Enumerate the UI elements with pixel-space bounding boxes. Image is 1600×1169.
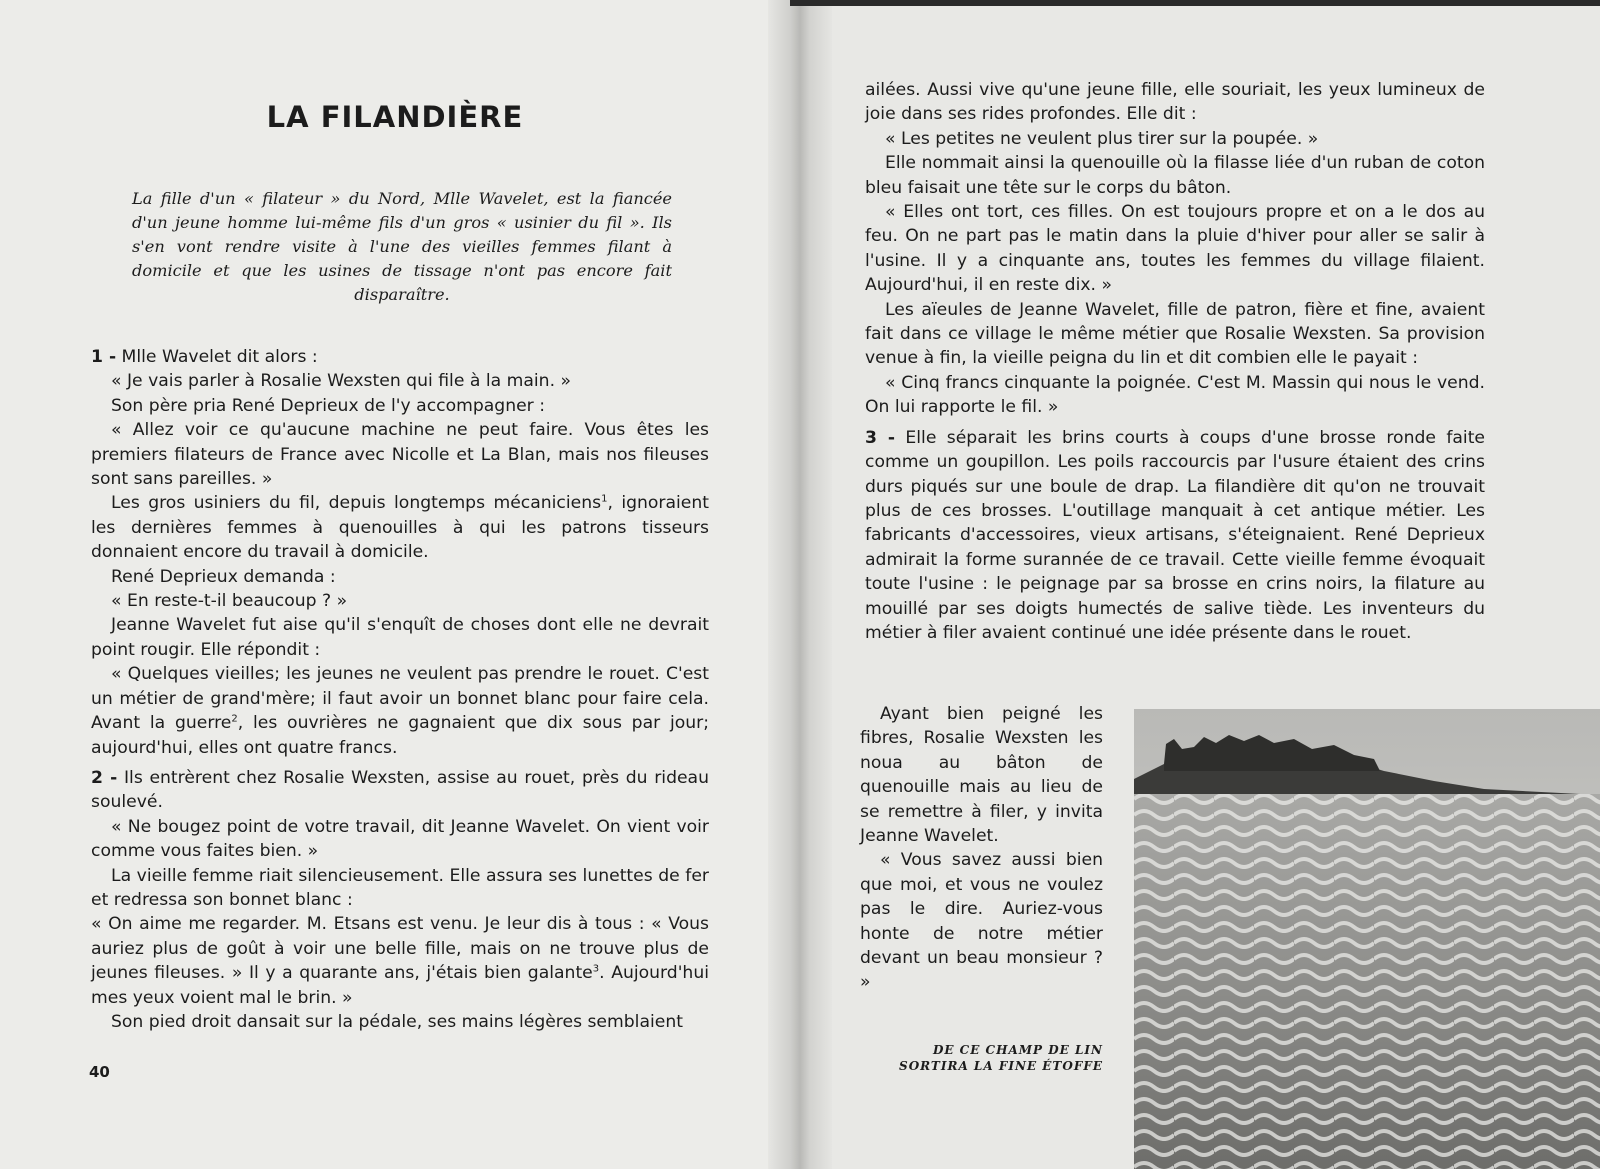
- section-number-2: 2 -: [91, 767, 118, 788]
- paragraph: « Je vais parler à Rosalie Wexsten qui file à la main. »: [111, 371, 572, 392]
- paragraph-text: Les gros usiniers du fil, depuis longtemps mécaniciens: [111, 493, 602, 514]
- paragraph: « En reste-t-il beaucoup ? »: [111, 591, 348, 612]
- paragraph: « Elles ont tort, ces filles. On est toujours propre et on a le dos au feu. On ne part pas le matin dans la pluie d'hiver pour aller se salir à l'usine. Il y a cinquante ans, toutes les femmes du village filaient. Aujourd'hui, il en reste dix. »: [865, 202, 1485, 296]
- left-column-text: [91, 345, 709, 1034]
- section-2-opening: Ils entrèrent chez Rosalie Wexsten, assise au rouet, près du rideau soulevé.: [91, 767, 709, 813]
- paragraph: Les aïeules de Jeanne Wavelet, fille de patron, fière et fine, avaient fait dans ce village le même métier que Rosalie Wexsten. Sa provision venue à fin, la vieille peigna du lin et dit combien elle le payait :: [865, 299, 1485, 369]
- footnote-marker: 3: [592, 963, 600, 975]
- paragraph: La vieille femme riait silencieusement. Elle assura ses lunettes de fer et redressa son bonnet blanc :: [91, 865, 709, 910]
- page-number: 40: [89, 1063, 110, 1081]
- paragraph: « Ne bougez point de votre travail, dit Jeanne Wavelet. On vient voir comme vous faites bien. »: [91, 816, 709, 862]
- chapter-title: LA FILANDIÈRE: [266, 100, 524, 134]
- paragraph: « Vous savez aussi bien que moi, et vous ne voulez pas le dire. Auriez-vous honte de notre métier devant un beau monsieur ? »: [860, 850, 1103, 993]
- wrapped-text-beside-photo: [860, 702, 1103, 995]
- paragraph-text: , les ouvrières ne gagnaient que dix sous par jour; aujourd'hui, elles ont quatre francs.: [91, 713, 710, 758]
- paragraph: [91, 912, 709, 1010]
- footnote-marker: 1: [601, 493, 608, 505]
- flax-field-photo: [1134, 709, 1600, 1169]
- paragraph-text: « Quelques vieilles; les jeunes ne veulent pas prendre le rouet. C'est un métier de grand'mère; il faut avoir un bonnet blanc pour faire cela. Avant la guerre: [91, 664, 709, 734]
- right-column-text: [865, 78, 1485, 645]
- section-3-opening: Elle séparait les brins courts à coups d'une brosse ronde faite comme un goupillon. Les poils raccourcis par l'usure étaient des crins durs piqués sur une boule de drap. La filandière dit qu'on ne trouvait plus de ces brosses. L'outillage manquait à cet antique métier. Les fabricants d'accessoires, vieux artisans, s'éteignaient. René Deprieux admirait la forme surannée de ce travail. Cette vieille femme évoquait toute l'usine : le peignage par sa brosse en crins noirs, la filature au mouillé par ses doigts humectés de salive tiède. Les inventeurs du métier à filer avaient continué une idée présente dans le rouet.: [865, 427, 1486, 643]
- paragraph: Jeanne Wavelet fut aise qu'il s'enquît de choses dont elle ne devrait point rougir. Elle répondit :: [91, 615, 709, 660]
- paragraph-text: . Aujourd'hui mes yeux voient mal le brin. »: [91, 963, 709, 1008]
- paragraph: « Cinq francs cinquante la poignée. C'est M. Massin qui nous le vend. On lui rapporte le fil. »: [865, 372, 1485, 418]
- section-number-3: 3 -: [865, 427, 896, 448]
- chapter-intro: La fille d'un « filateur » du Nord, Mlle Wavelet, est la fiancée d'un jeune homme lui-même fils d'un gros « usinier du fil ». Ils s'en vont rendre visite à l'une des vieilles femmes filant à domicile et que les usines de tissage n'ont pas encore fait disparaître.: [132, 189, 672, 304]
- paragraph: Son pied droit dansait sur la pédale, ses mains légères semblaient: [111, 1011, 683, 1032]
- paragraph: Ayant bien peigné les fibres, Rosalie Wexsten les noua au bâton de quenouille mais au lieu de se remettre à filer, y invita Jeanne Wavelet.: [860, 704, 1103, 847]
- page-top-edge: [790, 0, 1600, 6]
- paragraph: « Les petites ne veulent plus tirer sur la poupée. »: [885, 128, 1319, 149]
- footnote-marker: 2: [231, 713, 238, 725]
- paragraph-text: « On aime me regarder. M. Etsans est venu. Je leur dis à tous : « Vous auriez plus de goût à voir une belle fille, mais on ne trouve plus de jeunes fileuses. » Il y a quarante ans, j'étais bien galante: [91, 914, 709, 984]
- paragraph: [91, 662, 709, 760]
- paragraph-text: , ignoraient les dernières femmes à quenouilles à qui les patrons tisseurs donnaient encore du travail à domicile.: [91, 493, 709, 563]
- paragraph: ailées. Aussi vive qu'une jeune fille, elle souriait, les yeux lumineux de joie dans ses rides profondes. Elle dit :: [865, 80, 1485, 125]
- paragraph: Son père pria René Deprieux de l'y accompagner :: [111, 395, 545, 416]
- paragraph: [91, 491, 709, 564]
- section-number-1: 1 -: [91, 347, 117, 367]
- paragraph: Elle nommait ainsi la quenouille où la filasse liée d'un ruban de coton bleu faisait une tête sur le corps du bâton.: [865, 153, 1485, 198]
- paragraph: René Deprieux demanda :: [111, 566, 336, 587]
- section-1-opening: Mlle Wavelet dit alors :: [121, 347, 318, 367]
- photo-caption: DE CE CHAMP DE LIN SORTIRA LA FINE ÉTOFFE: [899, 1043, 1103, 1073]
- paragraph: « Allez voir ce qu'aucune machine ne peut faire. Vous êtes les premiers filateurs de France avec Nicolle et La Blan, mais nos fileuses sont sans pareilles. »: [91, 420, 709, 490]
- book-gutter: [768, 0, 832, 1169]
